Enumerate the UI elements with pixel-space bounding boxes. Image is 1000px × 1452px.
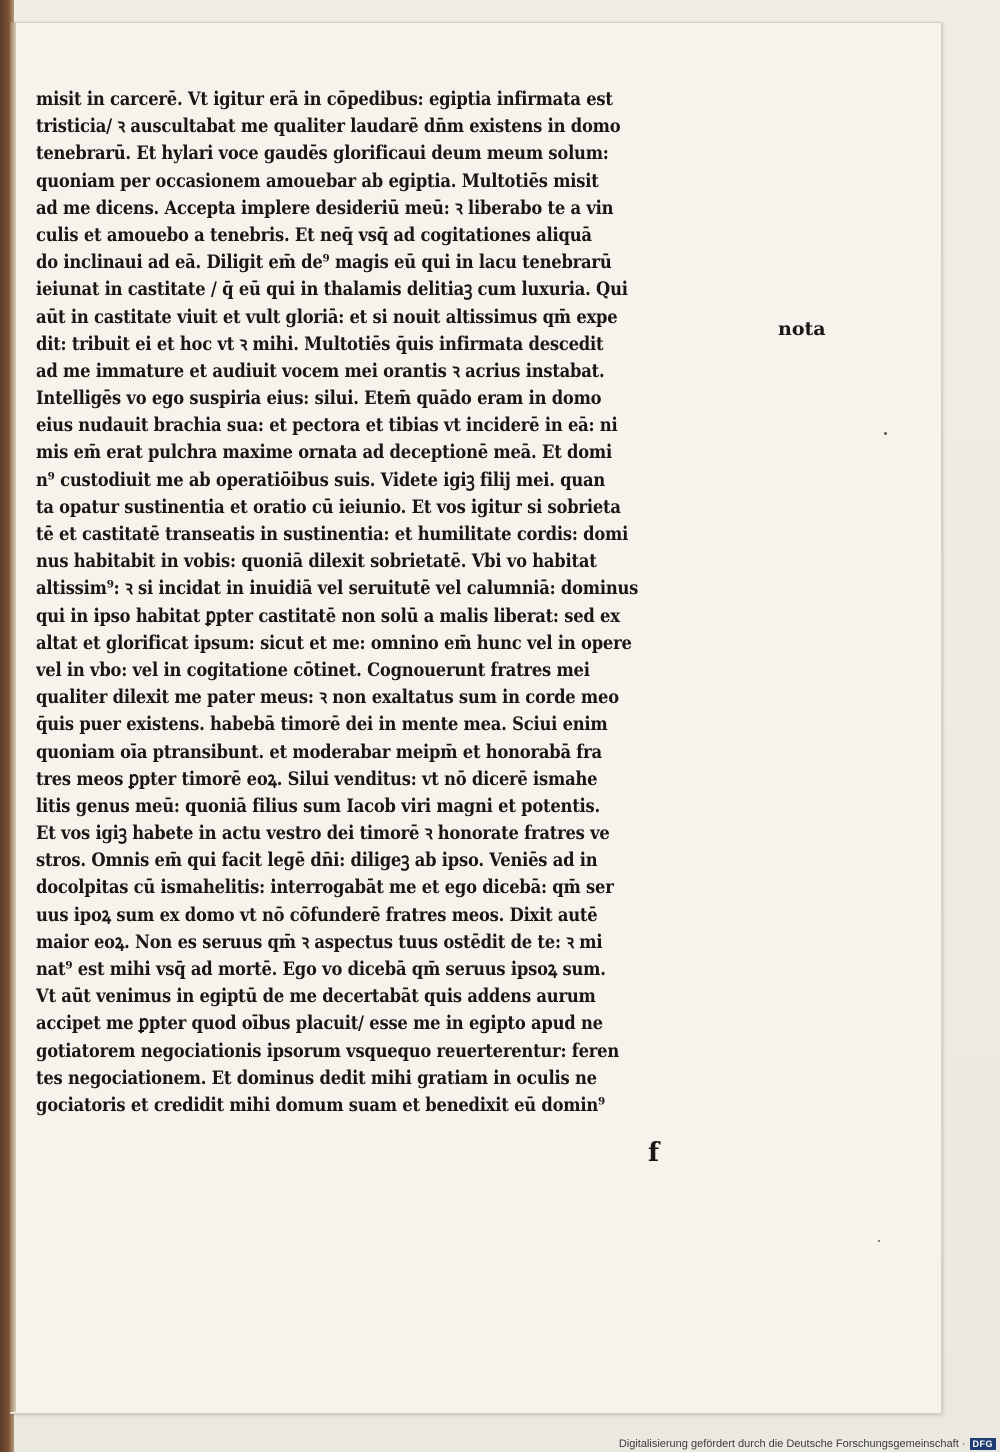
text-line: tristicia/ ꝛ auscultabat me qualiter laudarē dn̄m existens in domo — [36, 115, 621, 138]
text-line: uus ipoꝝ sum ex domo vt nō cōfunderē fratres meos. Dixit autē — [36, 903, 598, 926]
text-line: tenebrarū. Et hylari voce gaudēs glorificaui deum meum solum: — [36, 142, 609, 165]
dfg-logo: DFG — [970, 1438, 997, 1450]
text-line: qui in ipso habitat ꝑpter castitatē non solū a malis liberat: sed ex — [36, 604, 620, 627]
paper-speck — [878, 1240, 880, 1242]
text-line: quoniam per occasionem amouebar ab egiptia. Multotiēs misit — [36, 169, 599, 192]
text-line: qualiter dilexit me pater meus: ꝛ non exaltatus sum in corde meo — [36, 686, 619, 709]
text-line: ta opatur sustinentia et oratio cū ieiunio. Et vos igitur si sobrieta — [36, 495, 621, 518]
digitization-credit — [619, 1438, 996, 1450]
paper-speck — [884, 432, 887, 435]
text-line: ad me immature et audiuit vocem mei orantis ꝛ acrius instabat. — [36, 359, 605, 382]
signature-mark: f — [648, 1138, 660, 1168]
text-line: do inclinaui ad eā. Diligit em̄ de⁹ magis eū qui in lacu tenebrarū — [36, 251, 612, 274]
text-line: Et vos igiꝫ habete in actu vestro dei timorē ꝛ honorate fratres ve — [36, 822, 610, 845]
text-line: maior eoꝝ. Non es seruus qm̄ ꝛ aspectus tuus ostēdit de te: ꝛ mi — [36, 930, 603, 953]
text-line: altissim⁹: ꝛ si incidat in inuidiā vel seruitutē vel calumniā: dominus — [36, 577, 639, 600]
marginal-note: nota — [778, 318, 826, 340]
text-line: ad me dicens. Accepta implere desideriū meū: ꝛ liberabo te a vin — [36, 196, 614, 219]
text-line: dit: tribuit ei et hoc vt ꝛ mihi. Multotiēs q̄uis infirmata descedit — [36, 332, 604, 355]
page-gutter-edge — [10, 22, 16, 1412]
text-line: quoniam oīa ptransibunt. et moderabar meipm̄ et honorabā fra — [36, 740, 602, 763]
text-line: aūt in castitate viuit et vult gloriā: et si nouit altissimus qm̄ expe — [36, 305, 618, 328]
text-line: vel in vbo: vel in cogitatione cōtinet. Cognouerunt fratres mei — [36, 658, 590, 681]
text-line: nus habitabit in vobis: quoniā dilexit sobrietatē. Vbi vo habitat — [36, 550, 597, 573]
credit-text: Digitalisierung gefördert durch die Deutsche Forschungsgemeinschaft · — [618, 1438, 966, 1450]
text-line: n⁹ custodiuit me ab operatiōibus suis. Videte igiꝫ filij mei. quan — [36, 468, 606, 491]
text-line: tes negociationem. Et dominus dedit mihi gratiam in oculis ne — [36, 1066, 597, 1089]
text-line: litis genus meū: quoniā filius sum Iacob viri magni et potentis. — [36, 794, 600, 817]
text-line: eius nudauit brachia sua: et pectora et tibias vt inciderē in eā: ni — [36, 414, 618, 437]
text-line: culis et amouebo a tenebris. Et neq̄ vsq̄ ad cogitationes aliquā — [36, 223, 592, 246]
text-line: Intelligēs vo ego suspiria eius: silui. Etem̄ quādo eram in domo — [36, 387, 602, 410]
text-line: tres meos ꝑpter timorē eoꝝ. Silui venditus: vt nō dicerē ismahe — [36, 767, 598, 790]
text-line: nat⁹ est mihi vsq̄ ad mortē. Ego vo dicebā qm̄ seruus ipsoꝝ sum. — [36, 958, 606, 980]
text-line: misit in carcerē. Vt igitur erā in cōpedibus: egiptia infirmata est — [36, 88, 613, 110]
text-line: stros. Omnis em̄ qui facit legē dn̄i: diligeꝫ ab ipso. Veniēs ad in — [36, 849, 598, 872]
text-line: altat et glorificat ipsum: sicut et me: omnino em̄ hunc vel in opere — [36, 631, 632, 654]
text-line: tē et castitatē transeatis in sustinentia: et humilitate cordis: domi — [36, 523, 629, 545]
text-line: mis em̄ erat pulchra maxime ornata ad deceptionē meā. Et domi — [36, 441, 612, 464]
text-line: docolpitas cū ismahelitis: interrogabāt me et ego dicebā: qm̄ ser — [36, 876, 614, 899]
page-text-block — [36, 86, 771, 1119]
text-line: q̄uis puer existens. habebā timorē dei in mente mea. Sciui enim — [36, 713, 608, 736]
text-line: Vt aūt venimus in egiptū de me decertabāt quis addens aurum — [36, 985, 596, 1008]
text-line: gotiatorem negociationis ipsorum vsquequo reuerterentur: feren — [36, 1039, 620, 1062]
text-line: gociatoris et credidit mihi domum suam et benedixit eū domin⁹ — [36, 1093, 605, 1116]
text-line: accipet me ꝑpter quod oībus placuit/ esse me in egipto apud ne — [36, 1012, 603, 1035]
text-line: ieiunat in castitate / q̄ eū qui in thalamis delitiaꝫ cum luxuria. Qui — [36, 278, 628, 301]
